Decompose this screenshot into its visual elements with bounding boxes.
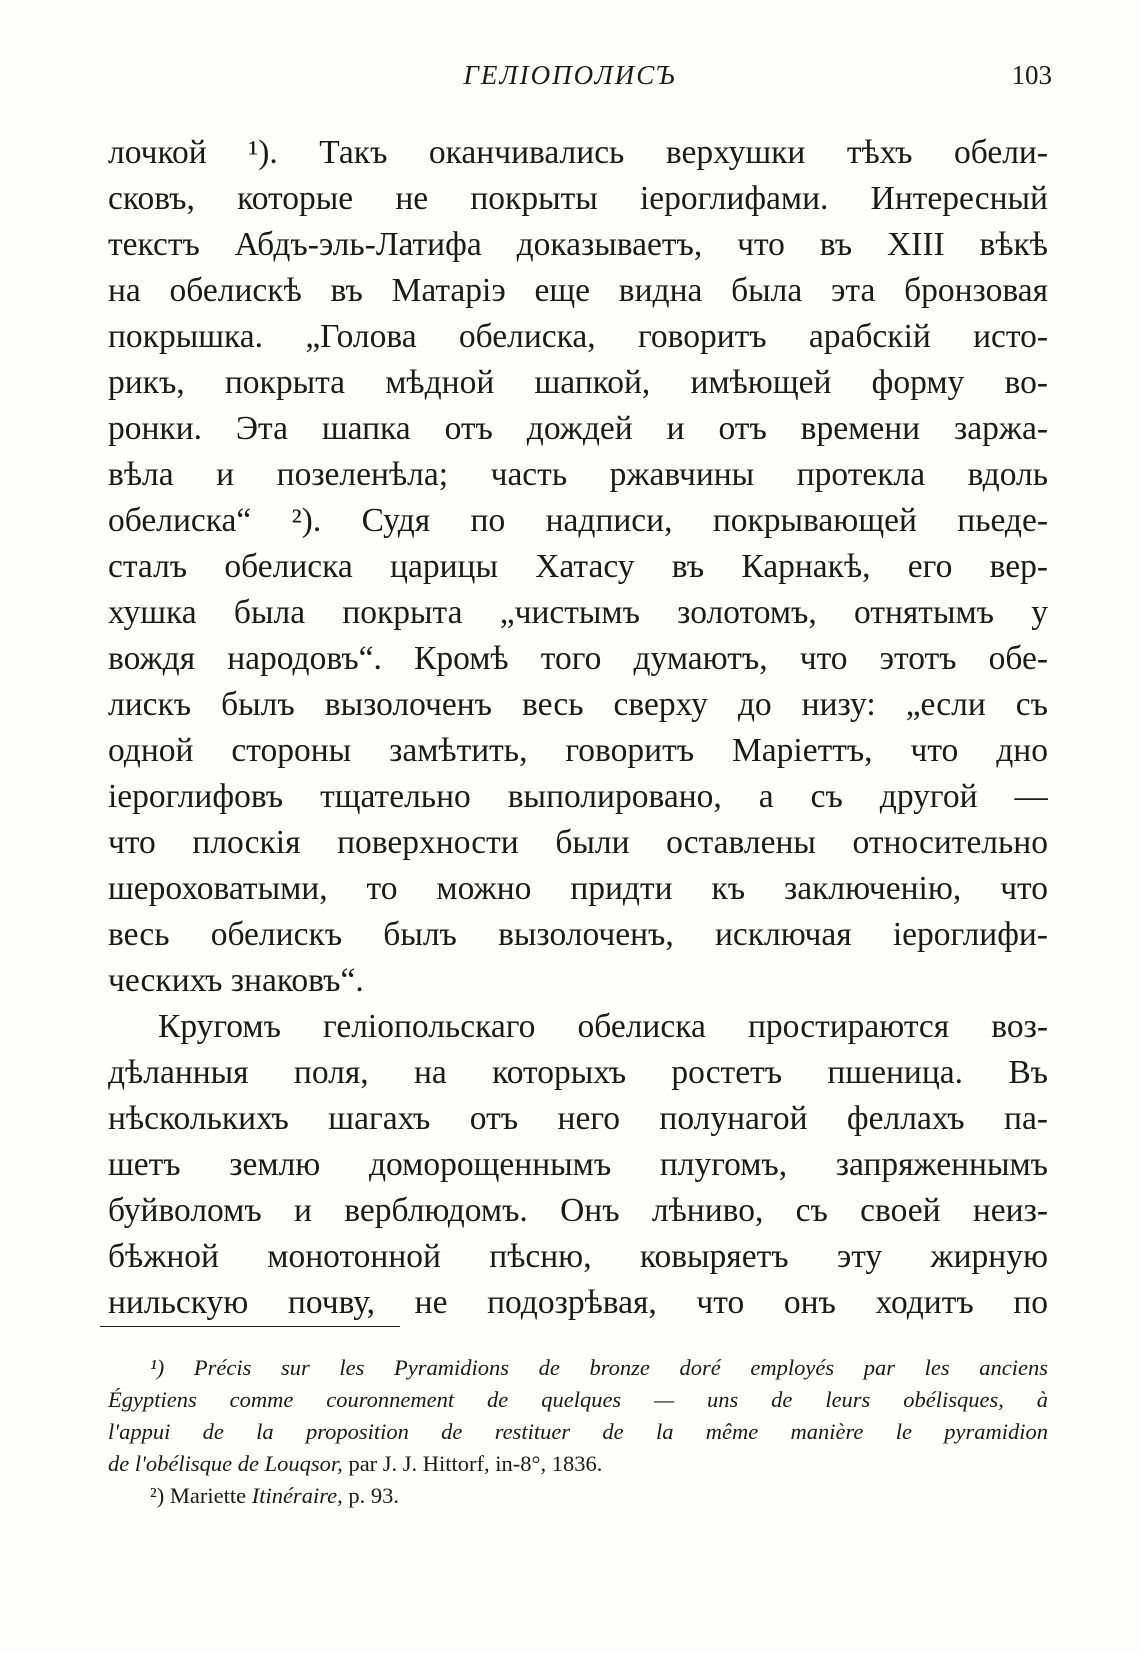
text-line: покрышка. „Голова обелиска, говоритъ арабскій исто- xyxy=(108,318,1048,355)
main-text xyxy=(108,130,1048,1326)
footnote-1-line: ¹) Précis sur les Pyramidions de bronze doré employés par les anciens xyxy=(150,1355,1048,1380)
text-line: нѣсколькихъ шагахъ отъ него полунагой феллахъ па- xyxy=(108,1100,1048,1137)
footnote-rule xyxy=(100,1326,400,1327)
running-title: ГЕЛІОПОЛИСЪ xyxy=(463,60,677,90)
footnote-1-work-title: de l'obélisque de Louqsor, xyxy=(108,1451,343,1476)
text-line: шетъ землю доморощеннымъ плугомъ, запряженнымъ xyxy=(108,1146,1048,1183)
footnote-2-work-title: Itinéraire xyxy=(251,1483,338,1508)
text-line: весь обелискъ былъ вызолоченъ, исключая іероглифи- xyxy=(108,916,1048,953)
text-line: вѣла и позеленѣла; часть ржавчины протекла вдоль xyxy=(108,456,1048,493)
text-line: вождя народовъ“. Кромѣ того думаютъ, что этотъ обе- xyxy=(108,640,1048,677)
text-line: что плоскія поверхности были оставлены относительно xyxy=(108,824,1048,861)
text-line: лискъ былъ вызолоченъ весь сверху до низу: „если съ xyxy=(108,686,1048,723)
footnote-1-line: l'appui de la proposition de restituer de la même manière le pyramidion xyxy=(108,1419,1048,1444)
text-line: сковъ, которые не покрыты іероглифами. Интересный xyxy=(108,180,1048,217)
text-line: рикъ, покрыта мѣдной шапкой, имѣющей форму во- xyxy=(108,364,1048,401)
text-line: сталъ обелиска царицы Хатасу въ Карнакѣ, его вер- xyxy=(108,548,1048,585)
text-line: іероглифовъ тщательно выполировано, а съ другой — xyxy=(108,778,1048,815)
text-line: лочкой ¹). Такъ оканчивались верхушки тѣхъ обели- xyxy=(108,134,1048,171)
paragraph-start-line: Кругомъ геліопольскаго обелиска простираются воз- xyxy=(158,1008,1048,1045)
running-head xyxy=(0,56,1140,96)
text-line: одной стороны замѣтить, говоритъ Маріеттъ, что дно xyxy=(108,732,1048,769)
footnote-1-line xyxy=(108,1448,1048,1480)
footnote-1-publication: par J. J. Hittorf, in-8°, 1836. xyxy=(342,1451,603,1476)
text-line: шероховатыми, то можно придти къ заключенію, что xyxy=(108,870,1048,907)
footnotes xyxy=(108,1352,1048,1512)
text-line: буйволомъ и верблюдомъ. Онъ лѣниво, съ своей неиз- xyxy=(108,1192,1048,1229)
paragraph-end-line: ческихъ знаковъ“. xyxy=(108,962,364,999)
page-number: 103 xyxy=(1011,60,1052,90)
text-line: нильскую почву, не подозрѣвая, что онъ ходитъ по xyxy=(108,1284,1048,1321)
footnote-2-line xyxy=(108,1480,1048,1512)
text-line: текстъ Абдъ-эль-Латифа доказываетъ, что въ XIII вѣкѣ xyxy=(108,226,1048,263)
text-line: обелиска“ ²). Судя по надписи, покрывающей пьеде- xyxy=(108,502,1048,539)
footnote-2-author: ²) Mariette xyxy=(150,1483,252,1508)
footnote-1-line: Égyptiens comme couronnement de quelques — uns de leurs obélisques, à xyxy=(108,1387,1048,1412)
footnote-2-page: , p. 93. xyxy=(337,1483,399,1508)
text-line: дѣланныя поля, на которыхъ ростетъ пшеница. Въ xyxy=(108,1054,1048,1091)
text-line: ронки. Эта шапка отъ дождей и отъ времени заржа- xyxy=(108,410,1048,447)
text-line: на обелискѣ въ Матаріэ еще видна была эта бронзовая xyxy=(108,272,1048,309)
text-line: бѣжной монотонной пѣсню, ковыряетъ эту жирную xyxy=(108,1238,1048,1275)
text-line: хушка была покрыта „чистымъ золотомъ, отнятымъ у xyxy=(108,594,1048,631)
